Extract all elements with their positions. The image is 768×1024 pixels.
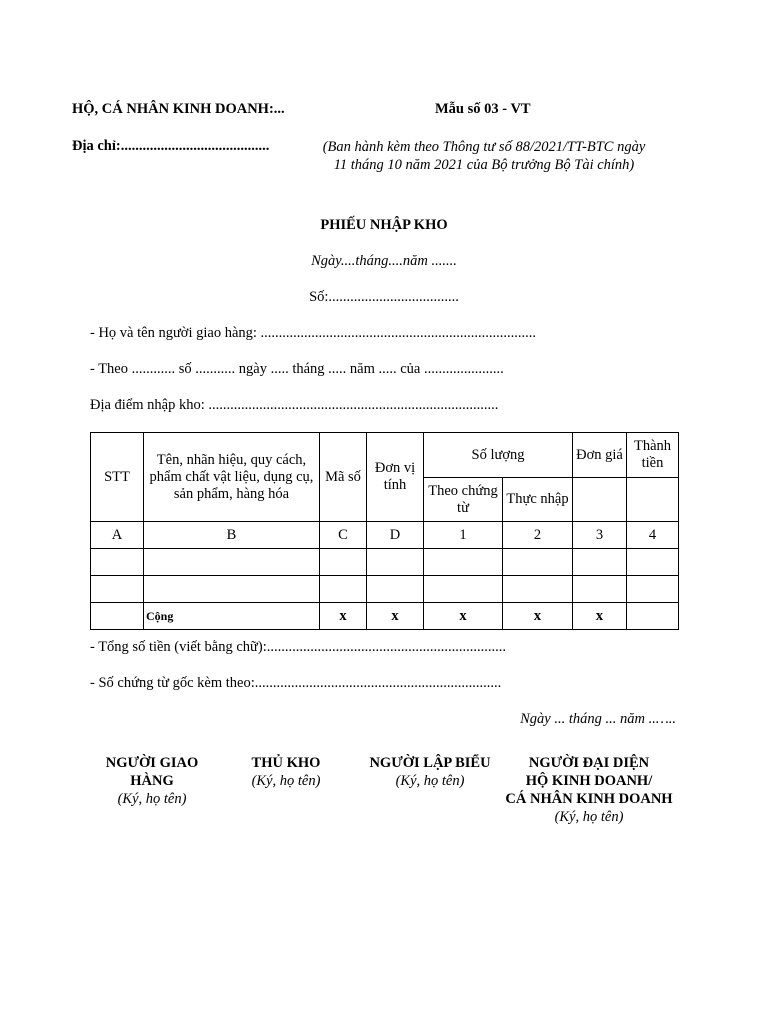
total-mark: x (320, 603, 367, 630)
signature-role: NGƯỜI LẬP BIỂU (369, 755, 491, 771)
attached-documents-field: - Số chứng từ gốc kèm theo:.................................................................... (90, 675, 502, 691)
index-cell: A (91, 522, 144, 549)
signature-block-storekeeper (226, 754, 346, 790)
index-cell: 3 (573, 522, 627, 549)
header-amount-line-2: tiền (641, 455, 664, 471)
header-item-name-line-3: sản phẩm, hàng hóa (173, 485, 290, 502)
header-unit (367, 433, 424, 522)
circular-reference (300, 138, 668, 174)
header-unit-price-blank (573, 478, 627, 522)
table-cell (503, 576, 573, 603)
table-header-row (91, 433, 679, 478)
page-title: PHIẾU NHẬP KHO (320, 217, 448, 233)
circular-line-2: 11 tháng 10 năm 2021 của Bộ trưởng Bộ Tài chính) (333, 157, 635, 173)
date-line: Ngày....tháng....năm ....... (311, 253, 457, 269)
signature-role: CÁ NHÂN KINH DOANH (505, 791, 673, 807)
reference-document-field: - Theo ............ số ........... ngày ..... tháng ..... năm ..... của ...................... (90, 361, 504, 377)
table-cell (424, 549, 503, 576)
index-cell: 1 (424, 522, 503, 549)
table-index-row (91, 522, 679, 549)
signature-note: (Ký, họ tên) (554, 809, 624, 825)
header-amount (627, 433, 679, 478)
header-amount-line-1: Thành (633, 438, 672, 454)
index-cell: D (367, 522, 424, 549)
table-cell (367, 549, 424, 576)
total-stt-blank (91, 603, 144, 630)
address-field: Địa chỉ:......................................... (72, 138, 270, 154)
table-cell (573, 576, 627, 603)
index-cell: 2 (503, 522, 573, 549)
total-mark: x (424, 603, 503, 630)
signature-note: (Ký, họ tên) (117, 791, 187, 807)
total-label: Cộng (144, 603, 320, 630)
table-cell (320, 576, 367, 603)
signature-block-deliverer (82, 754, 222, 808)
index-cell: C (320, 522, 367, 549)
header-item-name-line-1: Tên, nhãn hiệu, quy cách, (156, 451, 307, 468)
signature-role: THỦ KHO (251, 755, 321, 771)
deliverer-name-field: - Họ và tên người giao hàng: ............................................................................ (90, 325, 537, 341)
header-per-document (424, 478, 503, 522)
total-mark: x (367, 603, 424, 630)
warehouse-location-field: Địa điểm nhập kho: ................................................................................ (90, 397, 499, 413)
number-line: Số:.................................... (309, 289, 459, 305)
table-cell (320, 549, 367, 576)
header-quantity: Số lượng (424, 433, 573, 478)
signature-role: NGƯỜI GIAO (105, 755, 199, 771)
table-total-row (91, 603, 679, 630)
index-cell: 4 (627, 522, 679, 549)
total-amount-in-words-field: - Tổng số tiền (viết bằng chữ):.................................................................. (90, 639, 506, 655)
header-item-name (144, 433, 320, 522)
header-per-document-line-1: Theo chứng (428, 482, 498, 499)
table-cell (91, 576, 144, 603)
header-amount-blank (627, 478, 679, 522)
signature-block-preparer (358, 754, 502, 790)
table-cell (627, 549, 679, 576)
header-unit-line-2: tính (383, 477, 407, 493)
header-unit-line-1: Đơn vị (374, 460, 416, 476)
table-cell (144, 576, 320, 603)
signature-role: HÀNG (130, 773, 174, 789)
business-name-field: HỘ, CÁ NHÂN KINH DOANH:... (72, 101, 285, 117)
table-cell (573, 549, 627, 576)
table-row (91, 549, 679, 576)
table-row (91, 576, 679, 603)
goods-receipt-table (90, 432, 679, 630)
index-cell: B (144, 522, 320, 549)
signature-note: (Ký, họ tên) (251, 773, 321, 789)
signature-role: NGƯỜI ĐẠI DIỆN (528, 755, 650, 771)
table-cell (144, 549, 320, 576)
total-amount-blank (627, 603, 679, 630)
table-cell (367, 576, 424, 603)
header-per-document-line-2: từ (457, 499, 469, 516)
signature-block-representative (494, 754, 684, 826)
header-stt: STT (91, 433, 144, 522)
form-number: Mẫu số 03 - VT (435, 101, 531, 117)
total-mark: x (573, 603, 627, 630)
signature-role: HỘ KINH DOANH/ (525, 773, 653, 789)
table-cell (627, 576, 679, 603)
table-cell (91, 549, 144, 576)
signature-note: (Ký, họ tên) (395, 773, 465, 789)
circular-line-1: (Ban hành kèm theo Thông tư số 88/2021/TT-BTC ngày (322, 139, 646, 155)
total-mark: x (503, 603, 573, 630)
header-unit-price: Đơn giá (573, 433, 627, 478)
header-item-name-line-2: phẩm chất vật liệu, dụng cụ, (149, 468, 314, 485)
table-cell (424, 576, 503, 603)
header-actual: Thực nhập (503, 478, 573, 522)
signing-date: Ngày ... tháng ... năm ..….. (520, 711, 676, 727)
header-code: Mã số (320, 433, 367, 522)
table-cell (503, 549, 573, 576)
